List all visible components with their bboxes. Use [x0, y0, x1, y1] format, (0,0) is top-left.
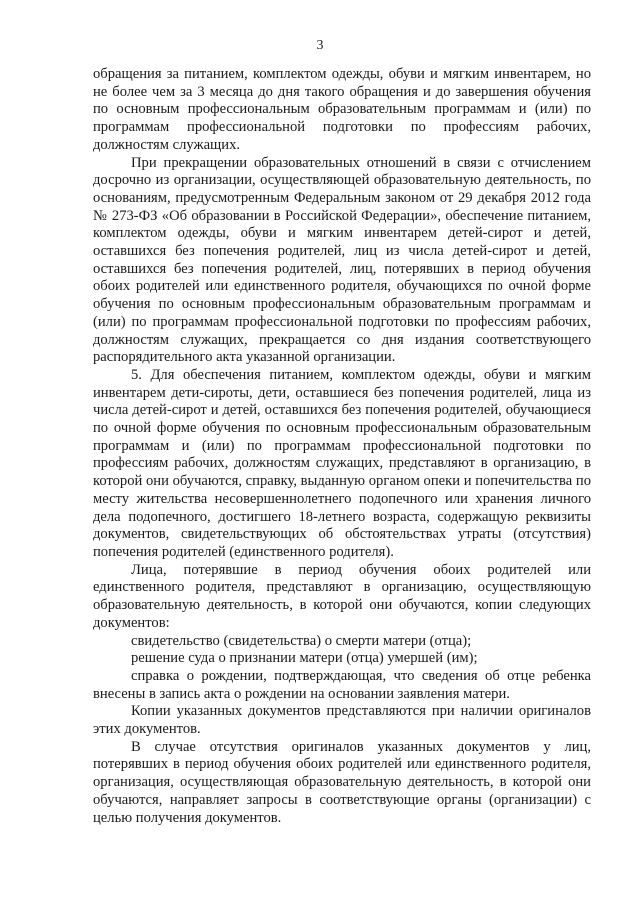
list-item-birth-certificate: справка о рождении, подтверждающая, что сведения об отце ребенка внесены в запись акта о рождении на основании заявления матери.	[93, 667, 591, 702]
list-item-death-certificate: свидетельство (свидетельства) о смерти матери (отца);	[131, 632, 472, 649]
paragraph-section-5: 5. Для обеспечения питанием, комплектом одежды, обуви и мягким инвентарем дети-сироты, дети, оставшиеся без попечения родителей, лица из числа детей-сирот и детей, оставшихся без попечения родителей, обучающиеся по очной форме обучения по основным профессиональным образовательным программам и (или) по программам профессиональной подготовки по профессиям рабочих, должностям служащих, представляют в организацию, в которой они обучаются, справку, выданную органом опеки и попечительства по месту жительства несовершеннолетнего подопечного или хранения личного дела подопечного, достигшего 18-летнего возраста, содержащую реквизиты документов, свидетельствующих об обстоятельствах утраты (отсутствия) попечения родителей (единственного родителя).	[93, 366, 591, 560]
paragraph-lost-parents: Лица, потерявшие в период обучения обоих родителей или единственного родителя, представляют в организацию, осуществляющую образовательную деятельность, в которой они обучаются, копии следующих документов:	[93, 561, 591, 631]
list-item-court-decision: решение суда о признании матери (отца) умершей (им);	[131, 650, 478, 667]
paragraph-continuation: обращения за питанием, комплектом одежды, обуви и мягким инвентарем, но не более чем за 3 месяца до дня такого обращения и до завершения обучения по основным профессиональным образовательным программам и (или) по программам профессиональной подготовки по профессиям рабочих, должностям служащих.	[93, 66, 591, 153]
paragraph-termination: При прекращении образовательных отношений в связи с отчислением досрочно из организации, осуществляющей образовательную деятельность, по основаниям, предусмотренным Федеральным законом от 29 декабря 2012 года № 273-ФЗ «Об образовании в Российской Федерации», обеспечение питанием, комплектом одежды, обуви и мягким инвентарем детей-сирот и детей, оставшихся без попечения родителей, лиц из числа детей-сирот и детей, оставшихся без попечения родителей, лиц, потерявших в период обучения обоих родителей или единственного родителя, обучающихся по очной форме обучения по основным профессиональным образовательным программам и (или) по программам профессиональной подготовки по профессиям рабочих, должностям служащих, прекращается со дня издания соответствующего распорядительного акта указанной организации.	[93, 154, 591, 366]
page-number: 3	[316, 38, 324, 53]
paragraph-copies: Копии указанных документов представляются при наличии оригиналов этих документов.	[93, 703, 591, 738]
paragraph-no-originals: В случае отсутствия оригиналов указанных документов у лиц, потерявших в период обучения обоих родителей или единственного родителя, организация, осуществляющая образовательную деятельность, в которой они обучаются, направляет запросы в соответствующие органы (организации) с целью получения документов.	[93, 738, 591, 826]
document-body	[93, 66, 591, 827]
